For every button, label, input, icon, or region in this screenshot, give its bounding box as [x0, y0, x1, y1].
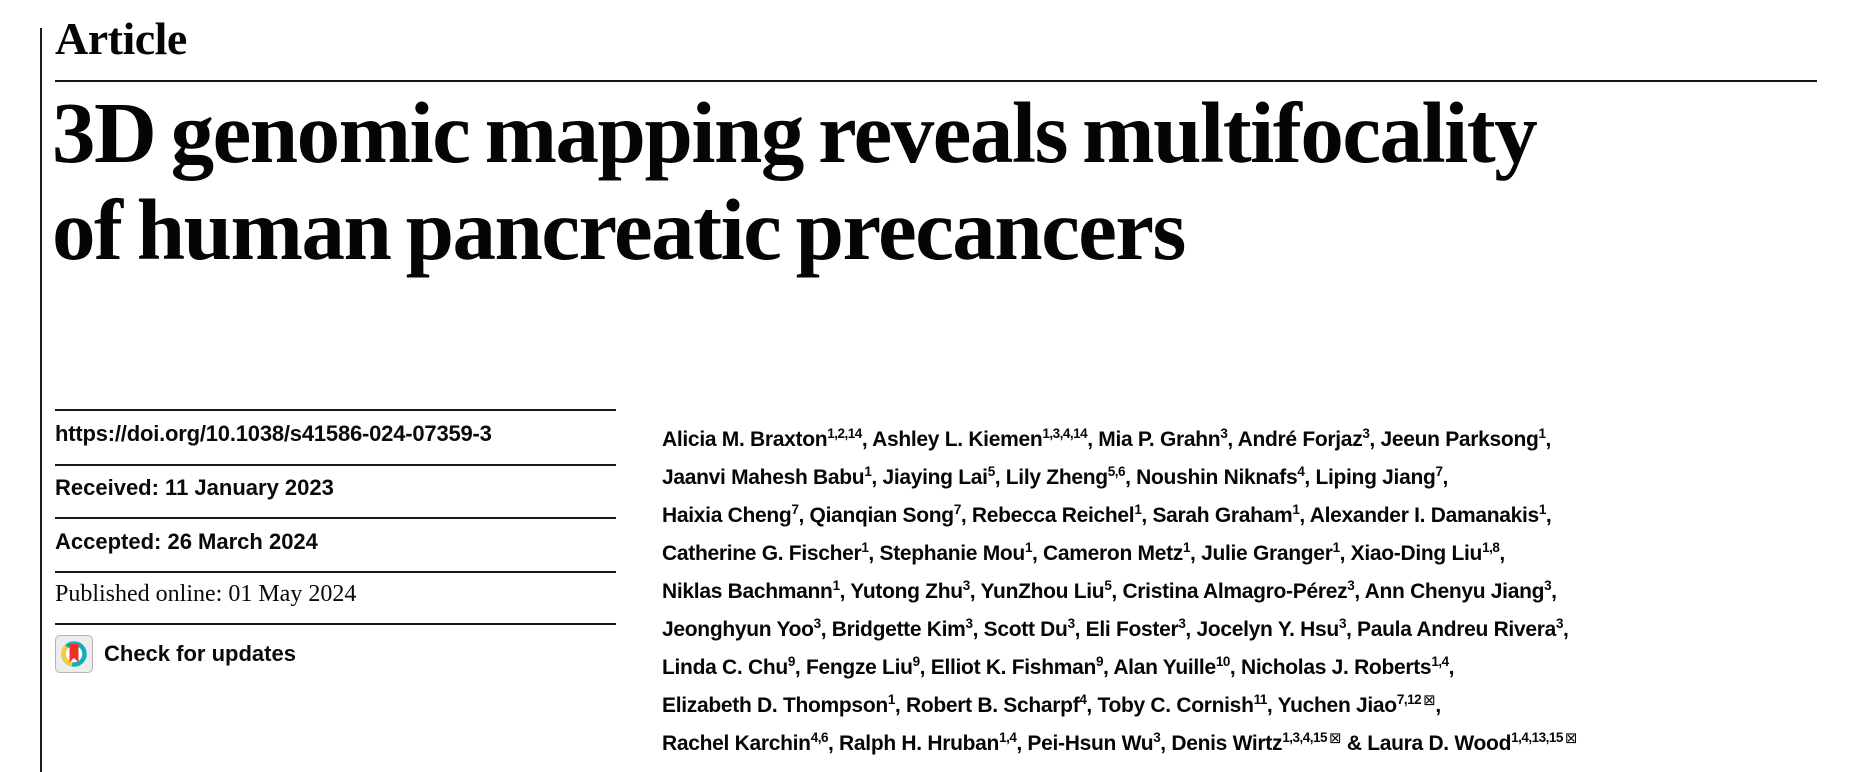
check-for-updates-row [55, 623, 616, 689]
received-date: Received: 11 January 2023 [55, 475, 334, 500]
author-affiliation-superscript: 1 [1134, 502, 1142, 517]
left-vertical-rule [40, 28, 42, 772]
author-name: Robert B. Scharpf [905, 694, 1080, 717]
author-name: Catherine G. Fischer [662, 542, 862, 565]
author-name: Sarah Graham [1152, 504, 1293, 527]
author-name: Elliot K. Fishman [930, 656, 1096, 679]
author-separator: , [1304, 466, 1316, 489]
author-separator: , [827, 732, 840, 755]
author-name: Julie Granger [1201, 542, 1333, 565]
author-name: Paula Andreu Rivera [1357, 618, 1556, 641]
author-line [662, 650, 1847, 688]
author-affiliation-superscript: 3 [965, 616, 973, 631]
author-line [662, 612, 1847, 650]
author-affiliation-superscript: 5 [987, 464, 995, 479]
author-separator: , [1229, 656, 1241, 679]
author-separator: , [1545, 504, 1552, 527]
author-affiliation-superscript: 5,6 [1107, 464, 1126, 479]
author-name: Ann Chenyu Jiang [1364, 580, 1545, 603]
author-affiliation-superscript: 1 [1538, 426, 1546, 441]
corresponding-author-envelope-icon[interactable]: ⊠ [1329, 730, 1342, 747]
author-name: Toby C. Cornish [1097, 694, 1254, 717]
author-name: André Forjaz [1237, 428, 1363, 451]
author-affiliation-superscript: 7 [953, 502, 961, 517]
author-affiliation-superscript: 3 [1362, 426, 1370, 441]
author-separator: , [798, 504, 810, 527]
author-name: Pei-Hsun Wu [1027, 732, 1154, 755]
author-name: Xiao-Ding Liu [1350, 542, 1483, 565]
author-separator: , [1442, 466, 1449, 489]
author-name: Lily Zheng [1005, 466, 1108, 489]
author-affiliation-superscript: 4 [1079, 692, 1087, 707]
authors-block [662, 422, 1847, 764]
author-separator: , [994, 466, 1006, 489]
author-affiliation-superscript: 10 [1215, 654, 1230, 669]
author-affiliation-superscript: 1,3,4,15 [1282, 730, 1327, 745]
author-name: Scott Du [983, 618, 1068, 641]
author-affiliation-superscript: 7 [791, 502, 799, 517]
author-line [662, 688, 1847, 726]
author-name: Yuchen Jiao [1277, 694, 1397, 717]
author-name: Liping Jiang [1315, 466, 1436, 489]
author-affiliation-superscript: 9 [787, 654, 795, 669]
page-title-line-1: 3D genomic mapping reveals multifocality [52, 84, 1537, 181]
author-separator: , [969, 580, 981, 603]
author-separator: , [1016, 732, 1028, 755]
author-separator: , [1369, 428, 1381, 451]
author-affiliation-superscript: 3 [1555, 616, 1563, 631]
check-for-updates-link[interactable]: Check for updates [104, 641, 296, 666]
author-name: Alan Yuille [1113, 656, 1216, 679]
author-affiliation-superscript: 3 [1338, 616, 1346, 631]
author-affiliation-superscript: 1 [1182, 540, 1190, 555]
author-affiliation-superscript: 3 [813, 616, 821, 631]
author-name: Qianqian Song [809, 504, 954, 527]
author-affiliation-superscript: 3 [1347, 578, 1355, 593]
author-separator: , [1125, 466, 1137, 489]
doi-row [55, 409, 616, 464]
author-line [662, 726, 1847, 764]
author-name: Cristina Almagro-Pérez [1122, 580, 1348, 603]
author-separator: , [1354, 580, 1365, 603]
author-affiliation-superscript: 3 [1220, 426, 1228, 441]
author-affiliation-superscript: 3 [962, 578, 970, 593]
author-affiliation-superscript: 1,8 [1482, 540, 1500, 555]
author-name: Alicia M. Braxton [662, 428, 828, 451]
author-separator: , [1227, 428, 1238, 451]
author-name: Jiaying Lai [882, 466, 988, 489]
author-name: Rachel Karchin [662, 732, 811, 755]
corresponding-author-envelope-icon[interactable]: ⊠ [1564, 730, 1578, 747]
published-date: Published online: 01 May 2024 [55, 581, 357, 607]
author-name: YunZhou Liu [980, 580, 1105, 603]
author-separator: , [1031, 542, 1044, 565]
author-separator: , [1435, 694, 1441, 717]
author-separator: , [861, 428, 873, 451]
author-affiliation-superscript: 3 [1178, 616, 1186, 631]
author-affiliation-superscript: 1,2,14 [827, 426, 862, 441]
author-name: Jeonghyun Yoo [662, 618, 814, 641]
author-affiliation-superscript: 1 [864, 464, 872, 479]
author-name: Bridgette Kim [831, 618, 966, 641]
author-affiliation-superscript: 1 [1538, 502, 1546, 517]
author-affiliation-superscript: 4,6 [810, 730, 828, 745]
author-affiliation-superscript: 1,4 [999, 730, 1017, 745]
author-affiliation-superscript: 1 [1024, 540, 1032, 555]
page-title-line-2: of human pancreatic precancers [52, 181, 1185, 278]
author-separator: , [1499, 542, 1505, 565]
author-separator: , [1563, 618, 1569, 641]
author-affiliation-superscript: 1 [1332, 540, 1340, 555]
author-name: Rebecca Reichel [971, 504, 1135, 527]
author-name: Ralph H. Hruban [839, 732, 1000, 755]
author-line [662, 498, 1847, 536]
published-row [55, 571, 616, 623]
author-separator: , [1266, 694, 1278, 717]
author-affiliation-superscript: 1,4,13,15 [1511, 730, 1563, 745]
author-affiliation-superscript: 11 [1253, 692, 1267, 707]
author-name: Fengze Liu [805, 656, 913, 679]
accepted-row [55, 517, 616, 571]
author-line [662, 460, 1847, 498]
author-name: Ashley L. Kiemen [872, 428, 1043, 451]
author-affiliation-superscript: 1 [832, 578, 840, 593]
author-affiliation-superscript: 3 [1067, 616, 1075, 631]
author-separator: , [1141, 504, 1153, 527]
author-name: Jocelyn Y. Hsu [1196, 618, 1339, 641]
crossmark-icon[interactable] [55, 635, 93, 673]
author-line [662, 422, 1847, 460]
author-separator: , [1551, 580, 1557, 603]
author-separator: , [820, 618, 832, 641]
author-affiliation-superscript: 3 [1153, 730, 1161, 745]
author-name: Elizabeth D. Thompson [662, 694, 888, 717]
author-affiliation-superscript: 1,4 [1431, 654, 1449, 669]
doi-link[interactable]: https://doi.org/10.1038/s41586-024-07359-3 [55, 421, 492, 446]
author-name: Cameron Metz [1043, 542, 1183, 565]
author-separator: & [1341, 732, 1368, 755]
author-name: Noushin Niknafs [1136, 466, 1298, 489]
author-name: Yutong Zhu [850, 580, 963, 603]
author-separator: , [1087, 428, 1099, 451]
author-separator: , [839, 580, 851, 603]
author-affiliation-superscript: 7,12 [1396, 692, 1422, 707]
article-meta-panel [55, 409, 616, 689]
author-name: Haixia Cheng [662, 504, 792, 527]
author-affiliation-superscript: 9 [1096, 654, 1104, 669]
author-separator: , [1074, 618, 1086, 641]
author-affiliation-superscript: 3 [1544, 578, 1552, 593]
author-separator: , [1160, 732, 1172, 755]
author-separator: , [794, 656, 806, 679]
author-affiliation-superscript: 1,3,4,14 [1042, 426, 1088, 441]
author-separator: , [1111, 580, 1123, 603]
author-separator: , [1545, 428, 1552, 451]
author-separator: , [1339, 542, 1351, 565]
author-name: Denis Wirtz [1171, 732, 1283, 755]
author-separator: , [1448, 656, 1455, 679]
author-separator: , [1185, 618, 1197, 641]
author-name: Stephanie Mou [879, 542, 1025, 565]
author-line [662, 574, 1847, 612]
author-separator: , [1345, 618, 1358, 641]
received-row [55, 464, 616, 517]
accepted-date: Accepted: 26 March 2024 [55, 529, 318, 554]
author-separator: , [871, 466, 883, 489]
author-affiliation-superscript: 4 [1297, 464, 1305, 479]
author-affiliation-superscript: 7 [1435, 464, 1443, 479]
author-name: Linda C. Chu [662, 656, 788, 679]
article-type-label: Article [55, 13, 187, 64]
author-separator: , [1190, 542, 1202, 565]
author-affiliation-superscript: 1 [887, 692, 895, 707]
author-separator: , [894, 694, 906, 717]
author-separator: , [972, 618, 984, 641]
author-name: Laura D. Wood [1367, 732, 1512, 755]
author-affiliation-superscript: 5 [1104, 578, 1112, 593]
author-name: Eli Foster [1085, 618, 1179, 641]
author-name: Niklas Bachmann [662, 580, 833, 603]
author-separator: , [960, 504, 972, 527]
author-line [662, 536, 1847, 574]
author-name: Nicholas J. Roberts [1240, 656, 1432, 679]
header-divider [55, 80, 1817, 82]
author-separator: , [1086, 694, 1098, 717]
author-name: Alexander I. Damanakis [1309, 504, 1539, 527]
author-name: Jaanvi Mahesh Babu [662, 466, 865, 489]
author-separator: , [1299, 504, 1310, 527]
author-separator: , [919, 656, 931, 679]
page-title [52, 84, 1842, 278]
author-separator: , [1103, 656, 1114, 679]
author-affiliation-superscript: 1 [861, 540, 869, 555]
author-name: Jeeun Parksong [1380, 428, 1539, 451]
author-affiliation-superscript: 1 [1292, 502, 1300, 517]
corresponding-author-envelope-icon[interactable]: ⊠ [1423, 692, 1436, 709]
author-name: Mia P. Grahn [1098, 428, 1221, 451]
author-affiliation-superscript: 9 [912, 654, 920, 669]
author-separator: , [868, 542, 880, 565]
